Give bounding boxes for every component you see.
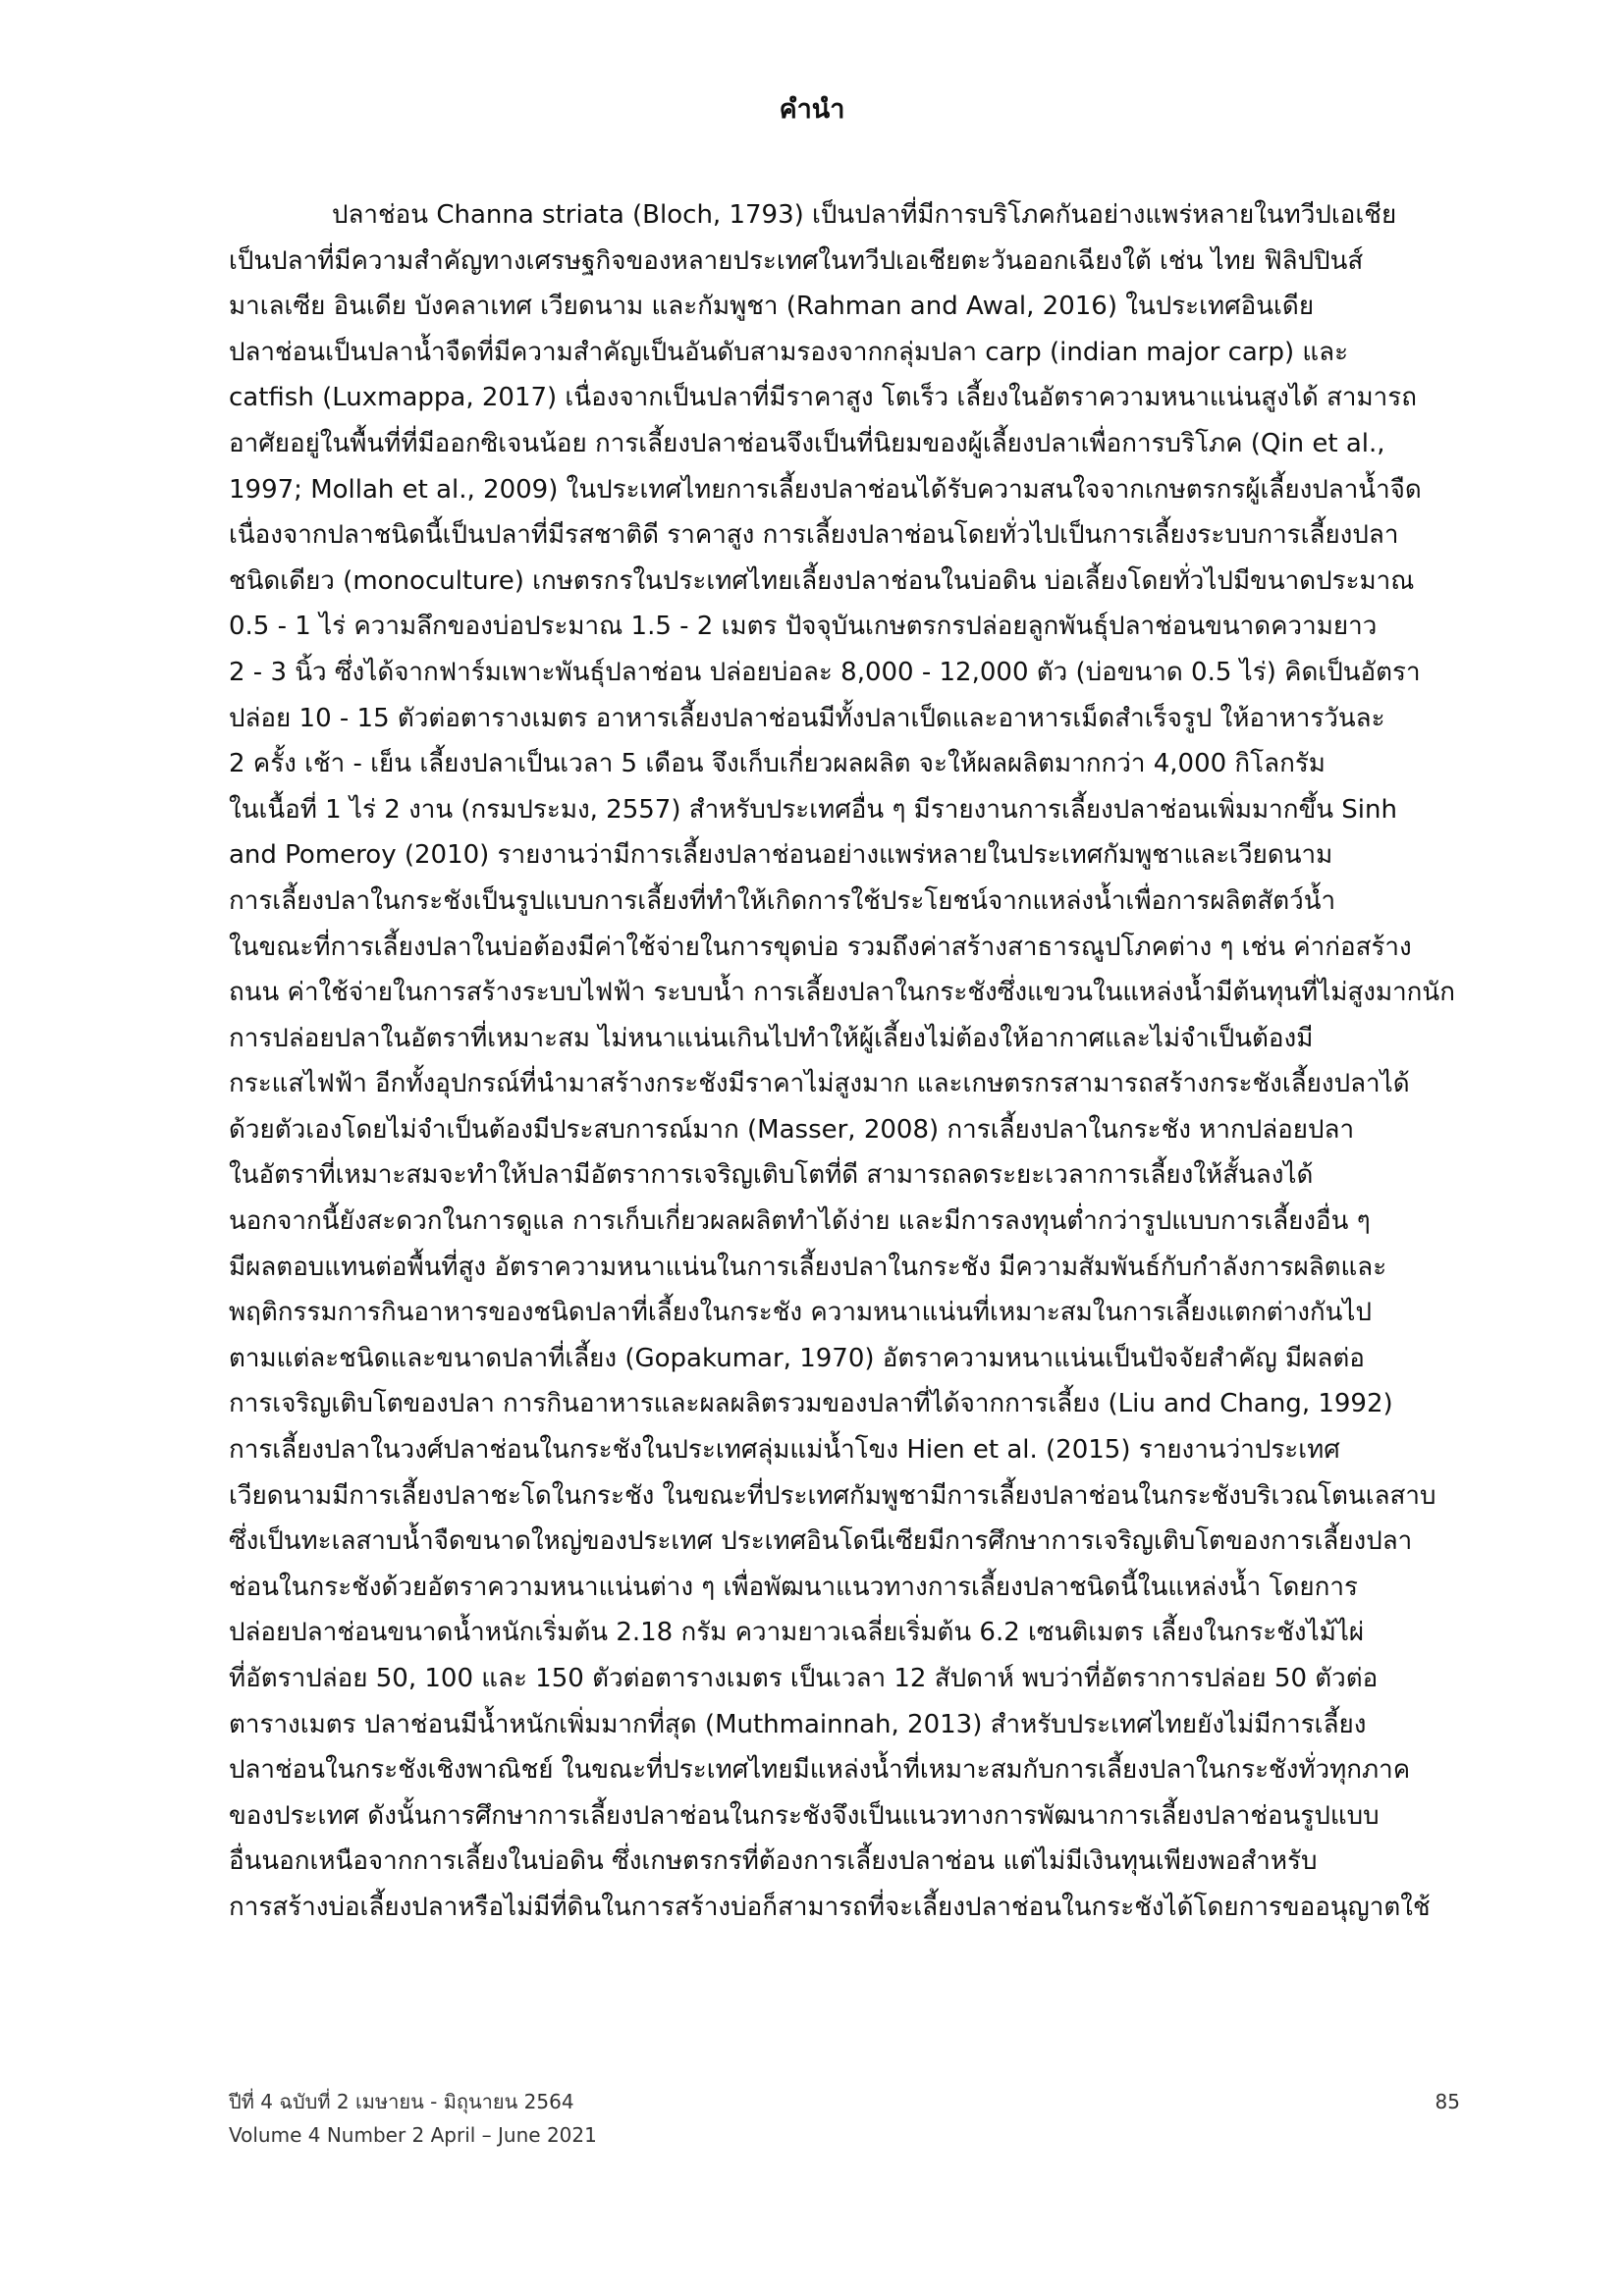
- text-line: ซึ่งเป็นทะเลสาบน้ำจืดขนาดใหญ่ของประเทศ ประเทศอินโดนีเซียมีการศึกษาการเจริญเติบโตของการเลี้ยงปลา: [229, 1526, 1413, 1557]
- text-line: ด้วยตัวเองโดยไม่จำเป็นต้องมีประสบการณ์มาก (Masser, 2008) การเลี้ยงปลาในกระชัง หากปล่อยปลา: [229, 1114, 1355, 1145]
- text-line: ในอัตราที่เหมาะสมจะทำให้ปลามีอัตราการเจริญเติบโตที่ดี สามารถลดระยะเวลาการเลี้ยงให้สั้นลงได้: [229, 1160, 1314, 1191]
- text-line: นอกจากนี้ยังสะดวกในการดูแล การเก็บเกี่ยวผลผลิตทำได้ง่าย และมีการลงทุนต่ำกว่ารูปแบบการเลี้ยงอื่น ๆ: [229, 1206, 1371, 1237]
- text-line: 0.5 - 1 ไร่ ความลึกของบ่อประมาณ 1.5 - 2 เมตร ปัจจุบันเกษตรกรปล่อยลูกพันธุ์ปลาช่อนขนาดความยาว: [229, 612, 1378, 642]
- text-line: มาเลเซีย อินเดีย บังคลาเทศ เวียดนาม และกัมพูชา (Rahman and Awal, 2016) ในประเทศอินเดีย: [229, 292, 1315, 322]
- text-line: เวียดนามมีการเลี้ยงปลาชะโดในกระชัง ในขณะที่ประเทศกัมพูชามีการเลี้ยงปลาช่อนในกระชังบริเวณโตนเลสาบ: [229, 1480, 1436, 1511]
- text-line: กระแสไฟฟ้า อีกทั้งอุปกรณ์ที่นำมาสร้างกระชังมีราคาไม่สูงมาก และเกษตรกรสามารถสร้างกระชังเลี้ยงปลาได้: [229, 1069, 1410, 1099]
- text-line: and Pomeroy (2010) รายงานว่ามีการเลี้ยงปลาช่อนอย่างแพร่หลายในประเทศกัมพูชาและเวียดนาม: [229, 840, 1333, 871]
- text-line: 1997; Mollah et al., 2009) ในประเทศไทยการเลี้ยงปลาช่อนได้รับความสนใจจากเกษตรกรผู้เลี้ยงปลาน้ำจืด: [229, 474, 1422, 505]
- text-line: มีผลตอบแทนต่อพื้นที่สูง อัตราความหนาแน่นในการเลี้ยงปลาในกระชัง มีความสัมพันธ์กับกำลังการผลิตและ: [229, 1252, 1387, 1282]
- text-line: ของประเทศ ดังนั้นการศึกษาการเลี้ยงปลาช่อนในกระชังจึงเป็นแนวทางการพัฒนาการเลี้ยงปลาช่อนรูปแบบ: [229, 1800, 1380, 1831]
- text-line: ปล่อย 10 - 15 ตัวต่อตารางเมตร อาหารเลี้ยงปลาช่อนมีทั้งปลาเป็ดและอาหารเม็ดสำเร็จรูป ให้อาหารวันละ: [229, 703, 1385, 733]
- text-line: ในเนื้อที่ 1 ไร่ 2 งาน (กรมประมง, 2557) สำหรับประเทศอื่น ๆ มีรายงานการเลี้ยงปลาช่อนเพิ่มมากขึ้น Sinh: [229, 794, 1397, 825]
- text-line: เป็นปลาที่มีความสำคัญทางเศรษฐกิจของหลายประเทศในทวีปเอเชียตะวันออกเฉียงใต้ เช่น ไทย ฟิลิปปินส์: [229, 245, 1364, 276]
- text-line: 2 - 3 นิ้ว ซึ่งได้จากฟาร์มเพาะพันธุ์ปลาช่อน ปล่อยบ่อละ 8,000 - 12,000 ตัว (บ่อขนาด 0.5 ไร่) คิดเป็นอัตรา: [229, 657, 1421, 687]
- page-title: คำนำ: [779, 94, 845, 125]
- text-line: ปลาช่อนเป็นปลาน้ำจืดที่มีความสำคัญเป็นอันดับสามรองจากกลุ่มปลา carp (indian major carp) และ: [229, 337, 1349, 367]
- text-line: ปลาช่อนในกระชังเชิงพาณิชย์ ในขณะที่ประเทศไทยมีแหล่งน้ำที่เหมาะสมกับการเลี้ยงปลาในกระชังทั่วทุกภาค: [229, 1755, 1411, 1786]
- text-line: catfish (Luxmappa, 2017) เนื่องจากเป็นปลาที่มีราคาสูง โตเร็ว เลี้ยงในอัตราความหนาแน่นสูงได้ สามารถ: [229, 383, 1417, 413]
- text-line: ตารางเมตร ปลาช่อนมีน้ำหนักเพิ่มมากที่สุด (Muthmainnah, 2013) สำหรับประเทศไทยยังไม่มีการเลี้ยง: [229, 1709, 1367, 1739]
- text-line: การสร้างบ่อเลี้ยงปลาหรือไม่มีที่ดินในการสร้างบ่อก็สามารถที่จะเลี้ยงปลาช่อนในกระชังได้โดยการขออนุญาตใช้: [229, 1892, 1431, 1922]
- text-line: พฤติกรรมการกินอาหารของชนิดปลาที่เลี้ยงในกระชัง ความหนาแน่นที่เหมาะสมในการเลี้ยงแตกต่างกันไป: [229, 1298, 1372, 1328]
- text-line: อื่นนอกเหนือจากการเลี้ยงในบ่อดิน ซึ่งเกษตรกรที่ต้องการเลี้ยงปลาช่อน แต่ไม่มีเงินทุนเพียงพอสำหรับ: [229, 1846, 1318, 1877]
- text-line: การเลี้ยงปลาในกระชังเป็นรูปแบบการเลี้ยงที่ทำให้เกิดการใช้ประโยชน์จากแหล่งน้ำเพื่อการผลิตสัตว์น้ำ: [229, 885, 1336, 916]
- text-line: ในขณะที่การเลี้ยงปลาในบ่อต้องมีค่าใช้จ่ายในการขุดบ่อ รวมถึงค่าสร้างสาธารณูปโภคต่าง ๆ เช่น ค่าก่อสร้าง: [229, 932, 1412, 962]
- text-line: ชนิดเดียว (monoculture) เกษตรกรในประเทศไทยเลี้ยงปลาช่อนในบ่อดิน บ่อเลี้ยงโดยทั่วไปมีขนาดประมาณ: [229, 565, 1415, 596]
- text-line: ตามแต่ละชนิดและขนาดปลาที่เลี้ยง (Gopakumar, 1970) อัตราความหนาแน่นเป็นปัจจัยสำคัญ มีผลต่อ: [229, 1343, 1365, 1373]
- page-number: 85: [1435, 2090, 1460, 2113]
- text-line: ถนน ค่าใช้จ่ายในการสร้างระบบไฟฟ้า ระบบน้ำ การเลี้ยงปลาในกระชังซึ่งแขวนในแหล่งน้ำมีต้นทุนที่ไม่สูงมากนัก: [229, 978, 1455, 1008]
- text-line: ช่อนในกระชังด้วยอัตราความหนาแน่นต่าง ๆ เพื่อพัฒนาแนวทางการเลี้ยงปลาชนิดนี้ในแหล่งน้ำ โดยการ: [229, 1572, 1358, 1602]
- text-line: เนื่องจากปลาชนิดนี้เป็นปลาที่มีรสชาติดี ราคาสูง การเลี้ยงปลาช่อนโดยทั่วไปเป็นการเลี้ยงระบบการเลี้ยงปลา: [229, 520, 1399, 551]
- text-line: อาศัยอยู่ในพื้นที่ที่มีออกซิเจนน้อย การเลี้ยงปลาช่อนจึงเป็นที่นิยมของผู้เลี้ยงปลาเพื่อการบริโภค (Qin et al.,: [229, 428, 1385, 458]
- text-line: 2 ครั้ง เช้า - เย็น เลี้ยงปลาเป็นเวลา 5 เดือน จึงเก็บเกี่ยวผลผลิต จะให้ผลผลิตมากกว่า 4,000 กิโลกรัม: [229, 749, 1326, 779]
- text-line: ปล่อยปลาช่อนขนาดน้ำหนักเริ่มต้น 2.18 กรัม ความยาวเฉลี่ยเริ่มต้น 6.2 เซนติเมตร เลี้ยงในกระชังไม้ไผ่: [229, 1618, 1365, 1648]
- text-line: การเจริญเติบโตของปลา การกินอาหารและผลผลิตรวมของปลาที่ได้จากการเลี้ยง (Liu and Chang, 1992): [229, 1389, 1393, 1419]
- text-line: การปล่อยปลาในอัตราที่เหมาะสม ไม่หนาแน่นเกินไปทำให้ผู้เลี้ยงไม่ต้องให้อากาศและไม่จำเป็นต้องมี: [229, 1023, 1314, 1053]
- text-line: การเลี้ยงปลาในวงศ์ปลาช่อนในกระชังในประเทศลุ่มแม่น้ำโขง Hien et al. (2015) รายงานว่าประเทศ: [229, 1435, 1340, 1466]
- issue-thai: ปีที่ 4 ฉบับที่ 2 เมษายน - มิถุนายน 2564: [229, 2090, 574, 2113]
- body-paragraph: [229, 192, 1460, 1931]
- issue-english: Volume 4 Number 2 April – June 2021: [229, 2123, 597, 2147]
- text-line: ปลาช่อน Channa striata (Bloch, 1793) เป็นปลาที่มีการบริโภคกันอย่างแพร่หลายในทวีปเอเชีย: [332, 200, 1397, 230]
- text-line: ที่อัตราปล่อย 50, 100 และ 150 ตัวต่อตารางเมตร เป็นเวลา 12 สัปดาห์ พบว่าที่อัตราการปล่อย 50 ตัวต่อ: [229, 1664, 1379, 1693]
- journal-issue-info: [229, 2085, 597, 2152]
